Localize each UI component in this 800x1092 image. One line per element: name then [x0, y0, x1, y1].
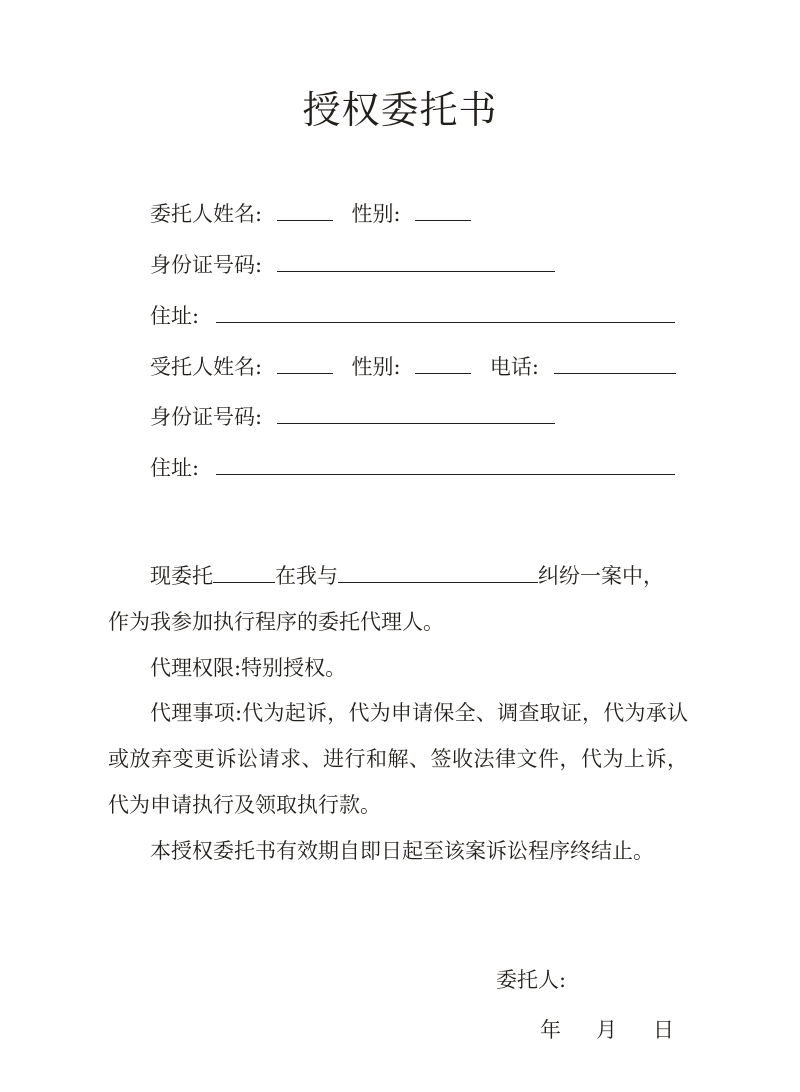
document-title: 授权委托书 — [302, 88, 498, 132]
agent-phone-field[interactable] — [554, 351, 676, 374]
agent-id-row — [150, 401, 555, 431]
agent-gender-field[interactable] — [415, 351, 471, 374]
date-year-label: 年 — [540, 1018, 561, 1042]
entrust-text-a: 现委托 — [150, 564, 213, 588]
agent-address-field[interactable] — [216, 452, 675, 475]
agent-gender-label: 性别: — [351, 355, 401, 379]
principal-address-field[interactable] — [216, 300, 675, 323]
agent-name-row — [150, 351, 676, 381]
agent-name-label: 受托人姓名: — [150, 355, 263, 379]
date-day-label: 日 — [653, 1018, 674, 1042]
agent-address-label: 住址: — [150, 456, 200, 480]
matters-paragraph: 代理事项:代为起诉，代为申请保全、调查取证，代为承认或放弃变更诉讼请求、进行和解、签收法律文件，代为上诉，代为申请执行及领取执行款。 — [108, 701, 688, 817]
entrust-text-b: 在我与 — [275, 564, 338, 588]
agent-phone-label: 电话: — [489, 355, 539, 379]
principal-id-label: 身份证号码: — [150, 253, 263, 277]
entrustment-paragraph — [108, 553, 688, 645]
entrusted-person-field[interactable] — [213, 560, 275, 583]
principal-name-field[interactable] — [277, 198, 333, 221]
authority-paragraph: 代理权限:特别授权。 — [150, 656, 347, 680]
date-month-label: 月 — [596, 1018, 617, 1042]
agent-address-row — [150, 452, 675, 482]
principal-id-field[interactable] — [277, 249, 555, 272]
agent-id-field[interactable] — [277, 401, 555, 424]
principal-name-label: 委托人姓名: — [150, 202, 263, 226]
principal-signature-label: 委托人: — [496, 968, 567, 992]
entrust-text-d: 作为我参加执行程序的委托代理人。 — [108, 610, 444, 634]
dispute-party-field[interactable] — [338, 560, 538, 583]
validity-paragraph: 本授权委托书有效期自即日起至该案诉讼程序终结止。 — [150, 839, 654, 863]
principal-address-row — [150, 300, 675, 330]
principal-id-row — [150, 249, 555, 279]
agent-id-label: 身份证号码: — [150, 405, 263, 429]
agent-name-field[interactable] — [277, 351, 333, 374]
principal-name-row — [150, 198, 471, 228]
principal-address-label: 住址: — [150, 304, 200, 328]
principal-gender-field[interactable] — [415, 198, 471, 221]
entrust-text-c: 纠纷一案中， — [538, 564, 664, 588]
principal-gender-label: 性别: — [351, 202, 401, 226]
